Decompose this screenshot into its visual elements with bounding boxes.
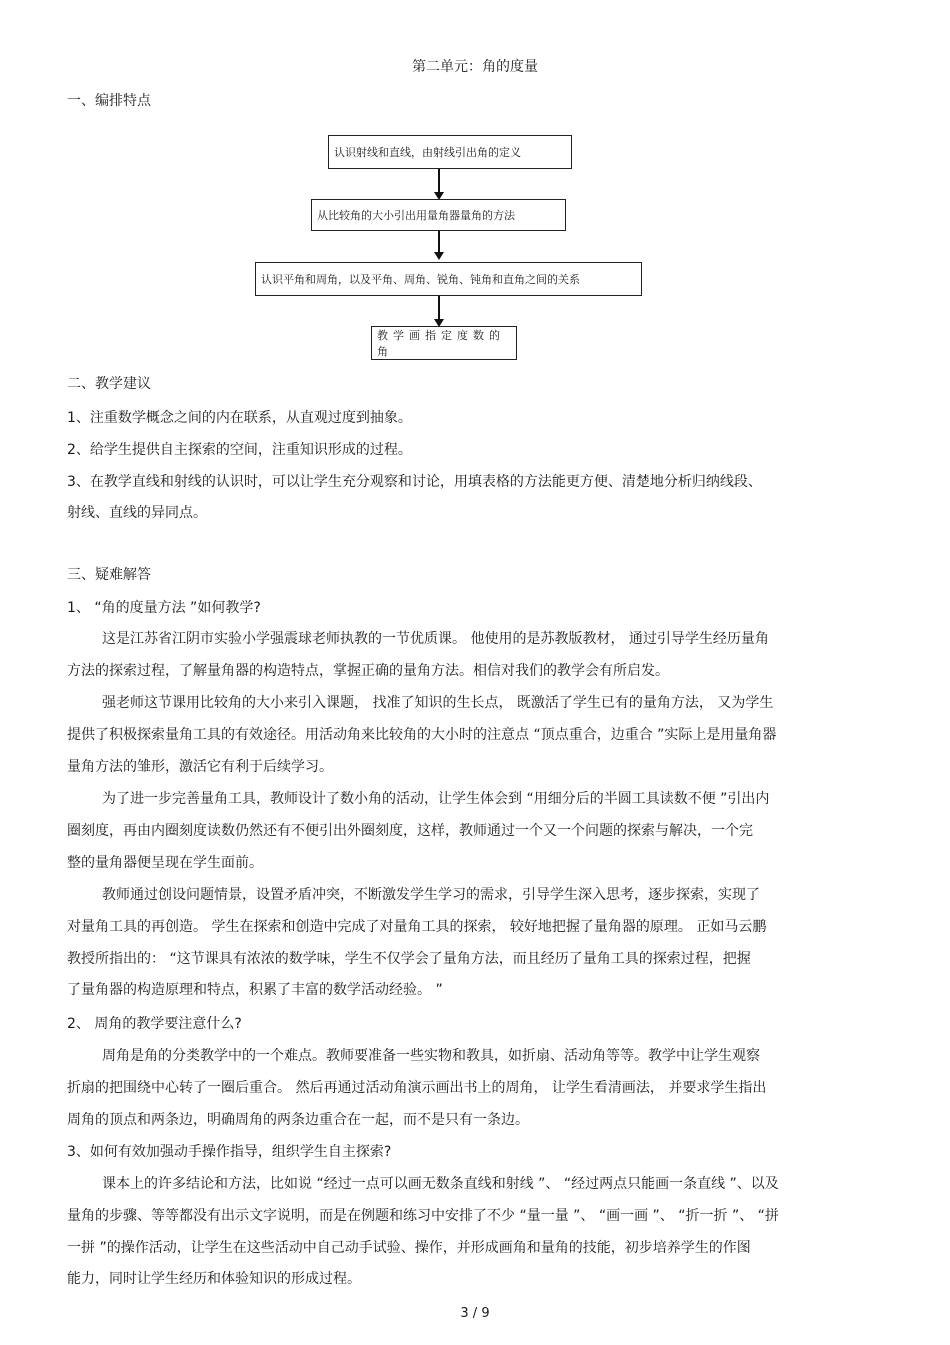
section-heading-3: 三、疑难解答 [67, 567, 151, 583]
paragraph-line: 周角的顶点和两条边，明确周角的两条边重合在一起，而不是只有一条边。 [67, 1112, 529, 1128]
advice-item-cont: 射线、直线的异同点。 [67, 505, 207, 521]
arrow-down-icon [434, 252, 444, 260]
flow-arrow-1 [438, 169, 440, 193]
advice-item: 3、在教学直线和射线的认识时，可以让学生充分观察和讨论，用填表格的方法能更方便、清楚地分析归纳线段、 [67, 474, 762, 490]
section-heading-2: 二、教学建议 [67, 376, 151, 392]
flow-box-1: 认识射线和直线，由射线引出角的定义 [328, 135, 572, 169]
paragraph-line: 为了进一步完善量角工具，教师设计了数小角的活动，让学生体会到 “用细分后的半圆工具读数不便 ”引出内 [102, 791, 770, 807]
paragraph-line: 折扇的把围绕中心转了一圈后重合。 然后再通过活动角演示画出书上的周角， 让学生看清画法， 并要求学生指出 [67, 1080, 767, 1096]
advice-item: 2、给学生提供自主探索的空间，注重知识形成的过程。 [67, 442, 412, 458]
paragraph-line: 方法的探索过程，了解量角器的构造特点，掌握正确的量角方法。相信对我们的教学会有所启发。 [67, 663, 669, 679]
advice-item: 1、注重数学概念之间的内在联系，从直观过度到抽象。 [67, 410, 412, 426]
paragraph-line: 教师通过创设问题情景，设置矛盾冲突，不断激发学生学习的需求，引导学生深入思考，逐步探索，实现了 [102, 887, 760, 903]
paragraph-line: 一拼 ”的操作活动，让学生在这些活动中自己动手试验、操作，并形成画角和量角的技能，初步培养学生的作图 [67, 1240, 751, 1256]
flow-box-2: 从比较角的大小引出用量角器量角的方法 [311, 199, 566, 231]
flow-arrow-2 [438, 231, 440, 253]
paragraph-line: 周角是角的分类教学中的一个难点。教师要准备一些实物和教具，如折扇、活动角等等。教学中让学生观察 [102, 1048, 760, 1064]
paragraph-line: 课本上的许多结论和方法，比如说 “经过一点可以画无数条直线和射线 ”、 “经过两点只能画一条直线 ”、以及 [102, 1176, 779, 1192]
paragraph-line: 提供了积极探索量角工具的有效途径。用活动角来比较角的大小时的注意点 “顶点重合，边重合 ”实际上是用量角器 [67, 727, 777, 743]
paragraph-line: 这是江苏省江阴市实验小学强震球老师执教的一节优质课。 他使用的是苏教版教材， 通过引导学生经历量角 [102, 631, 769, 647]
paragraph-line: 教授所指出的： “这节课具有浓浓的数学味，学生不仅学会了量角方法，而且经历了量角工具的探索过程，把握 [67, 951, 751, 967]
page-title: 第二单元：角的度量 [412, 59, 538, 75]
paragraph-line: 整的量角器便呈现在学生面前。 [67, 855, 263, 871]
section-heading-1: 一、编排特点 [67, 93, 151, 109]
flow-box-4: 教学画指定度数的角 [371, 326, 517, 360]
flow-arrow-3 [438, 296, 440, 320]
paragraph-line: 量角的步骤、等等都没有出示文字说明，而是在例题和练习中安排了不少 “量一量 ”、 “画一画 ”、 “折一折 ”、 “拼 [67, 1208, 779, 1224]
paragraph-line: 圈刻度，再由内圈刻度读数仍然还有不便引出外圈刻度，这样，教师通过一个又一个问题的探索与解决，一个完 [67, 823, 753, 839]
paragraph-line: 能力，同时让学生经历和体验知识的形成过程。 [67, 1271, 361, 1287]
question-3: 3、如何有效加强动手操作指导，组织学生自主探索? [67, 1144, 392, 1160]
question-2: 2、 周角的教学要注意什么? [67, 1016, 242, 1032]
page-number: 3 / 9 [460, 1306, 490, 1321]
paragraph-line: 了量角器的构造原理和特点，积累了丰富的数学活动经验。 ” [67, 982, 443, 998]
question-1: 1、 “角的度量方法 ”如何教学? [67, 600, 261, 616]
flow-box-3: 认识平角和周角，以及平角、周角、锐角、钝角和直角之间的关系 [255, 262, 642, 296]
paragraph-line: 量角方法的雏形，激活它有利于后续学习。 [67, 759, 333, 775]
paragraph-line: 对量角工具的再创造。 学生在探索和创造中完成了对量角工具的探索， 较好地把握了量角器的原理。 正如马云鹏 [67, 919, 767, 935]
paragraph-line: 强老师这节课用比较角的大小来引入课题， 找准了知识的生长点， 既激活了学生已有的量角方法， 又为学生 [102, 695, 774, 711]
